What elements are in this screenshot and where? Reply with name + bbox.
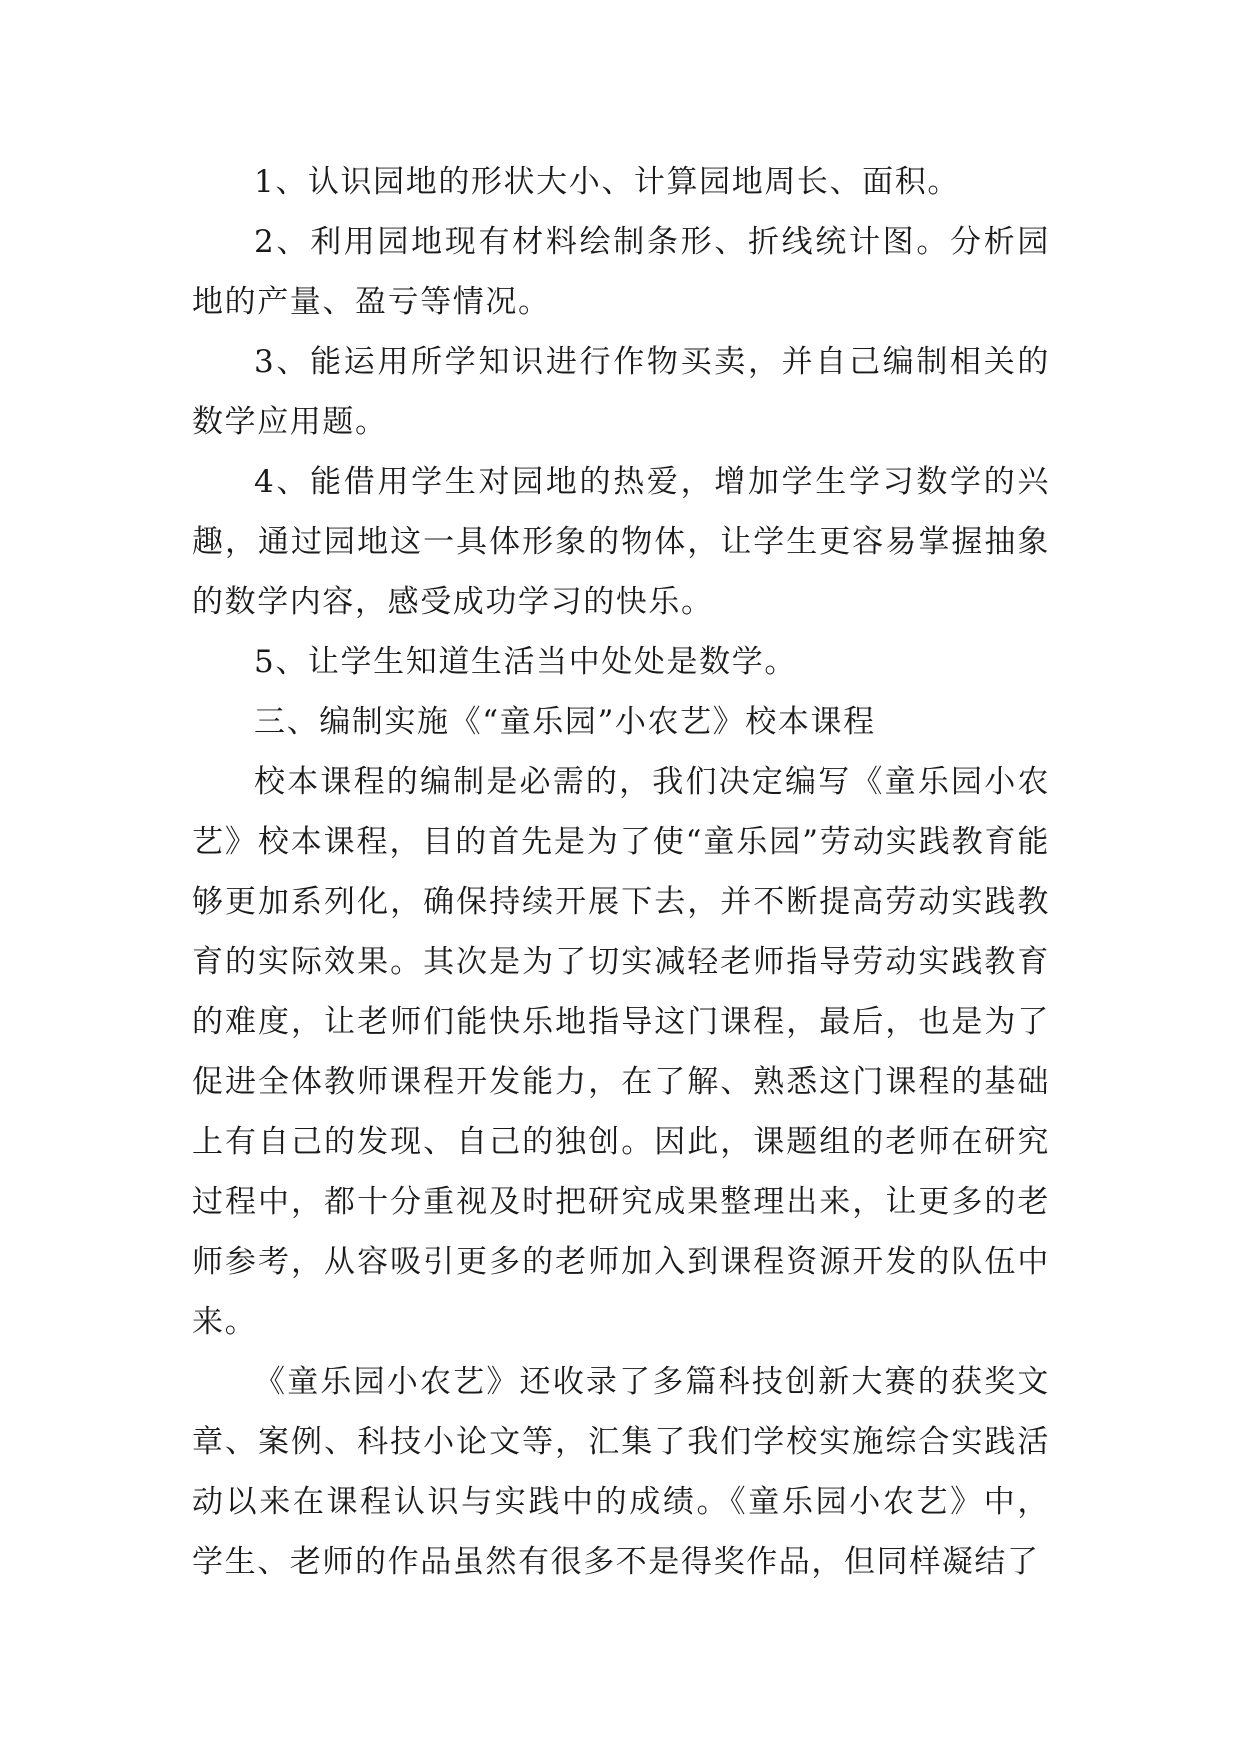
paragraph-curriculum-purpose: 校本课程的编制是必需的，我们决定编写《童乐园小农艺》校本课程，目的首先是为了使“童乐园”劳动实践教育能够更加系列化，确保持续开展下去，并不断提高劳动实践教育的实际效果。其次是为了切实减轻老师指导劳动实践教育的难度，让老师们能快乐地指导这门课程，最后，也是为了促进全体教师课程开发能力，在了解、熟悉这门课程的基础上有自己的发现、自己的独创。因此，课题组的老师在研究过程中，都十分重视及时把研究成果整理出来，让更多的老师参考，从容吸引更多的老师加入到课程资源开发的队伍中来。 xyxy=(192,764,1050,1340)
paragraph-curriculum-contents: 《童乐园小农艺》还收录了多篇科技创新大赛的获奖文章、案例、科技小论文等，汇集了我们学校实施综合实践活动以来在课程认识与实践中的成绩。《童乐园小农艺》中，学生、老师的作品虽然有很多不是得奖作品，但同样凝结了 xyxy=(192,1364,1050,1580)
paragraph-objective-4: 4、能借用学生对园地的热爱，增加学生学习数学的兴趣，通过园地这一具体形象的物体，让学生更容易掌握抽象的数学内容，感受成功学习的快乐。 xyxy=(192,464,1050,620)
paragraph-objective-3: 3、能运用所学知识进行作物买卖，并自己编制相关的数学应用题。 xyxy=(192,344,1050,440)
paragraph-objective-5: 5、让学生知道生活当中处处是数学。 xyxy=(254,644,797,680)
paragraph-objective-2: 2、利用园地现有材料绘制条形、折线统计图。分析园地的产量、盈亏等情况。 xyxy=(192,224,1050,320)
paragraph-objective-1: 1、认识园地的形状大小、计算园地周长、面积。 xyxy=(254,164,960,200)
document-page xyxy=(192,152,1050,1592)
section-heading: 三、编制实施《“童乐园”小农艺》校本课程 xyxy=(254,704,876,740)
